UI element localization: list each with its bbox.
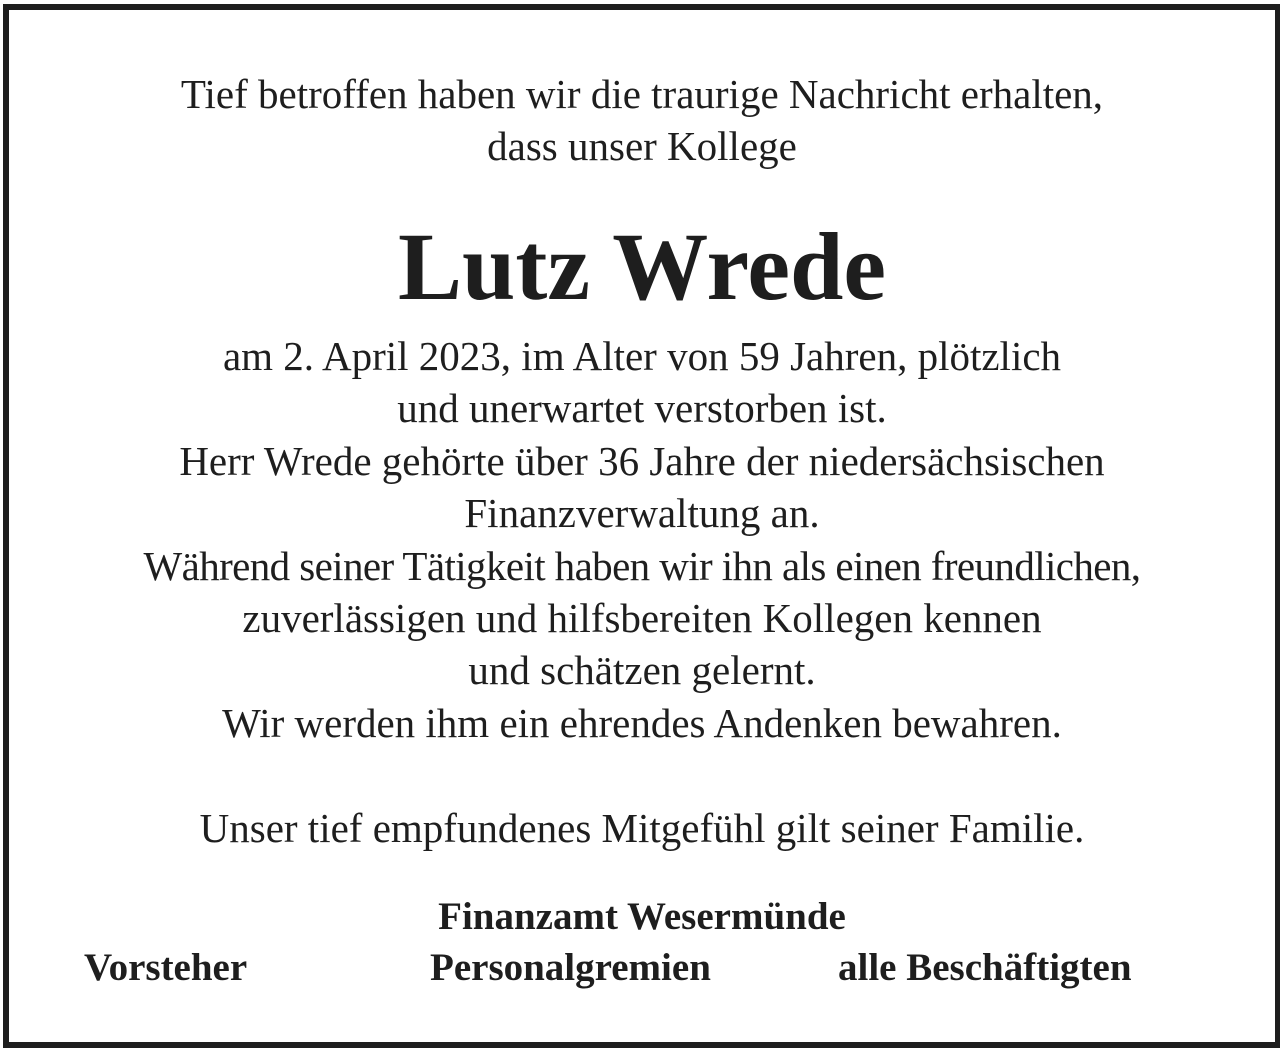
body-line-1: am 2. April 2023, im Alter von 59 Jahren, plötzlich: [222, 333, 1062, 379]
deceased-name: Lutz Wrede: [397, 213, 886, 320]
signatory-staff-council: Personalgremien: [430, 946, 711, 989]
body-line-4: Finanzverwaltung an.: [464, 490, 820, 536]
intro-line-1: Tief betroffen haben wir die traurige Nachricht erhalten,: [180, 71, 1104, 117]
obituary-notice: [3, 4, 1280, 1048]
organization-name: Finanzamt Wesermünde: [438, 895, 846, 938]
body-line-7: und schätzen gelernt.: [468, 647, 816, 693]
body-line-2: und unerwartet verstorben ist.: [397, 385, 887, 431]
body-line-3: Herr Wrede gehörte über 36 Jahre der niedersächsischen: [179, 438, 1105, 484]
body-line-6: zuverlässigen und hilfsbereiten Kollegen kennen: [242, 595, 1042, 641]
condolence-line: Unser tief empfundenes Mitgefühl gilt seiner Familie.: [199, 805, 1085, 851]
body-line-8: Wir werden ihm ein ehrendes Andenken bewahren.: [222, 700, 1062, 746]
body-line-5: Während seiner Tätigkeit haben wir ihn als einen freundlichen,: [143, 543, 1141, 589]
signatory-all-employees: alle Beschäftigten: [838, 946, 1132, 989]
intro-line-2: dass unser Kollege: [487, 123, 797, 169]
signatory-head: Vorsteher: [84, 946, 248, 989]
